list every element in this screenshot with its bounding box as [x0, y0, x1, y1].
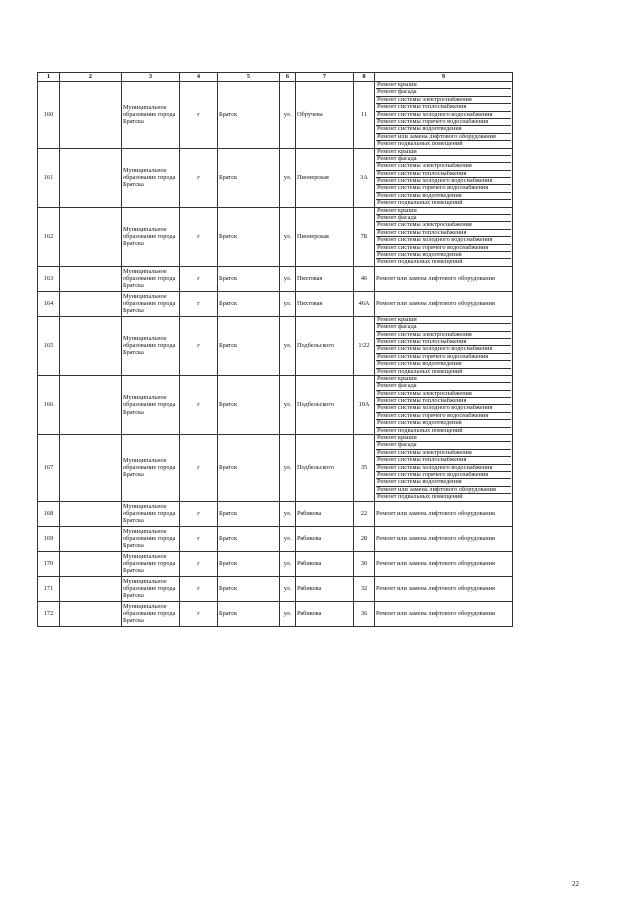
street-type-cell: ул.: [280, 291, 296, 316]
city-cell: Братск: [218, 291, 280, 316]
work-item: Ремонт или замена лифтового оборудования: [376, 134, 511, 141]
row-number: 161: [38, 148, 60, 207]
work-item: Ремонт системы холодного водоснабжения: [376, 112, 511, 119]
street-type-cell: ул.: [280, 375, 296, 434]
settlement-type-cell: г: [180, 316, 218, 375]
empty-cell: [60, 291, 122, 316]
settlement-type-cell: г: [180, 291, 218, 316]
work-item: Ремонт системы электроснабжения: [376, 391, 511, 398]
street-cell: Рябикова: [296, 551, 354, 576]
work-item: Ремонт системы теплоснабжения: [376, 339, 511, 346]
table-row: [38, 148, 513, 207]
work-item: Ремонт системы водоотведения: [376, 420, 511, 427]
row-number: 170: [38, 551, 60, 576]
work-item: Ремонт системы водоотведения: [376, 361, 511, 368]
row-number: 171: [38, 576, 60, 601]
row-number: 167: [38, 435, 60, 502]
settlement-type-cell: г: [180, 207, 218, 266]
row-number: 172: [38, 601, 60, 626]
street-type-cell: ул.: [280, 207, 296, 266]
house-number-cell: 28: [354, 526, 375, 551]
municipality-cell: Муниципальное образование города Братска: [122, 551, 180, 576]
empty-cell: [60, 435, 122, 502]
works-cell: Ремонт или замена лифтового оборудования: [375, 576, 513, 601]
work-item: Ремонт системы водоотведения: [376, 126, 511, 133]
work-item: Ремонт подвальных помещений: [377, 368, 463, 375]
settlement-type-cell: г: [180, 435, 218, 502]
works-cell: Ремонт или замена лифтового оборудования: [375, 526, 513, 551]
work-item: Ремонт крыши: [376, 149, 511, 156]
municipality-cell: Муниципальное образование города Братска: [122, 207, 180, 266]
city-cell: Братск: [218, 576, 280, 601]
row-number: 169: [38, 526, 60, 551]
header-cell-2: 2: [60, 73, 122, 82]
page-number: 22: [572, 880, 579, 888]
municipality-cell: Муниципальное образование города Братска: [122, 148, 180, 207]
municipality-cell: Муниципальное образование города Братска: [122, 526, 180, 551]
house-number-cell: 30: [354, 551, 375, 576]
work-item: Ремонт или замена лифтового оборудования: [376, 487, 511, 494]
city-cell: Братск: [218, 148, 280, 207]
header-cell-1: 1: [38, 73, 60, 82]
row-number: 163: [38, 266, 60, 291]
empty-cell: [60, 526, 122, 551]
header-row: [38, 73, 513, 82]
municipality-cell: Муниципальное образование города Братска: [122, 601, 180, 626]
work-item: Ремонт подвальных помещений: [377, 427, 463, 434]
empty-cell: [60, 551, 122, 576]
work-item: Ремонт системы электроснабжения: [376, 163, 511, 170]
municipality-cell: Муниципальное образование города Братска: [122, 435, 180, 502]
settlement-type-cell: г: [180, 266, 218, 291]
municipality-cell: Муниципальное образование города Братска: [122, 375, 180, 434]
city-cell: Братск: [218, 501, 280, 526]
street-type-cell: ул.: [280, 501, 296, 526]
empty-cell: [60, 82, 122, 149]
street-type-cell: ул.: [280, 435, 296, 502]
street-cell: Подбельского: [296, 316, 354, 375]
table-row: [38, 501, 513, 526]
empty-cell: [60, 375, 122, 434]
street-cell: Пионерская: [296, 207, 354, 266]
city-cell: Братск: [218, 316, 280, 375]
city-cell: Братск: [218, 601, 280, 626]
works-cell: [375, 435, 513, 502]
row-number: 165: [38, 316, 60, 375]
work-item: Ремонт системы горячего водоснабжения: [376, 185, 511, 192]
municipality-cell: Муниципальное образование города Братска: [122, 316, 180, 375]
house-number-cell: 22: [354, 501, 375, 526]
street-type-cell: ул.: [280, 316, 296, 375]
table-row: [38, 82, 513, 149]
row-number: 166: [38, 375, 60, 434]
empty-cell: [60, 601, 122, 626]
street-cell: Подбельского: [296, 435, 354, 502]
house-number-cell: 7Б: [354, 207, 375, 266]
street-cell: Рябикова: [296, 526, 354, 551]
street-cell: Пихтовая: [296, 291, 354, 316]
city-cell: Братск: [218, 551, 280, 576]
work-item: Ремонт системы электроснабжения: [376, 97, 511, 104]
municipality-cell: Муниципальное образование города Братска: [122, 291, 180, 316]
works-cell: [375, 148, 513, 207]
header-cell-4: 4: [180, 73, 218, 82]
work-item: Ремонт системы горячего водоснабжения: [376, 354, 511, 361]
header-cell-6: 6: [280, 73, 296, 82]
house-number-cell: 46: [354, 266, 375, 291]
header-cell-7: 7: [296, 73, 354, 82]
repair-program-table: [37, 72, 513, 627]
street-type-cell: ул.: [280, 551, 296, 576]
work-item: Ремонт подвальных помещений: [377, 141, 463, 148]
work-item: Ремонт фасада: [376, 383, 511, 390]
house-number-cell: 1/22: [354, 316, 375, 375]
work-item: Ремонт системы холодного водоснабжения: [376, 178, 511, 185]
street-type-cell: ул.: [280, 82, 296, 149]
work-item: Ремонт системы холодного водоснабжения: [376, 465, 511, 472]
works-cell: [375, 316, 513, 375]
work-item: Ремонт системы теплоснабжения: [376, 398, 511, 405]
header-cell-3: 3: [122, 73, 180, 82]
city-cell: Братск: [218, 526, 280, 551]
work-item: Ремонт системы теплоснабжения: [376, 104, 511, 111]
works-cell: Ремонт или замена лифтового оборудования: [375, 291, 513, 316]
work-item: Ремонт системы горячего водоснабжения: [376, 119, 511, 126]
work-item: Ремонт фасада: [376, 89, 511, 96]
work-item: Ремонт системы теплоснабжения: [376, 457, 511, 464]
table-row: [38, 316, 513, 375]
work-item: Ремонт системы холодного водоснабжения: [376, 405, 511, 412]
work-item: Ремонт крыши: [376, 208, 511, 215]
settlement-type-cell: г: [180, 526, 218, 551]
work-item: Ремонт крыши: [376, 435, 511, 442]
work-item: Ремонт системы холодного водоснабжения: [376, 237, 511, 244]
house-number-cell: 3А: [354, 148, 375, 207]
settlement-type-cell: г: [180, 82, 218, 149]
work-item: Ремонт системы водоотведения: [376, 252, 511, 259]
row-number: 164: [38, 291, 60, 316]
works-cell: Ремонт или замена лифтового оборудования: [375, 601, 513, 626]
works-cell: [375, 375, 513, 434]
row-number: 162: [38, 207, 60, 266]
work-item: Ремонт крыши: [376, 82, 511, 89]
work-item: Ремонт подвальных помещений: [377, 259, 463, 266]
empty-cell: [60, 501, 122, 526]
row-number: 168: [38, 501, 60, 526]
work-item: Ремонт системы горячего водоснабжения: [376, 413, 511, 420]
city-cell: Братск: [218, 435, 280, 502]
municipality-cell: Муниципальное образование города Братска: [122, 266, 180, 291]
work-item: Ремонт системы водоотведения: [376, 193, 511, 200]
street-cell: Рябикова: [296, 501, 354, 526]
settlement-type-cell: г: [180, 148, 218, 207]
works-cell: [375, 207, 513, 266]
street-type-cell: ул.: [280, 601, 296, 626]
work-item: Ремонт системы теплоснабжения: [376, 230, 511, 237]
house-number-cell: 11: [354, 82, 375, 149]
house-number-cell: 35: [354, 435, 375, 502]
empty-cell: [60, 576, 122, 601]
work-item: Ремонт системы холодного водоснабжения: [376, 346, 511, 353]
row-number: 160: [38, 82, 60, 149]
table-row: [38, 526, 513, 551]
city-cell: Братск: [218, 207, 280, 266]
work-item: Ремонт системы горячего водоснабжения: [376, 472, 511, 479]
table-row: [38, 601, 513, 626]
empty-cell: [60, 148, 122, 207]
empty-cell: [60, 207, 122, 266]
work-item: Ремонт подвальных помещений: [377, 200, 463, 207]
city-cell: Братск: [218, 82, 280, 149]
municipality-cell: Муниципальное образование города Братска: [122, 82, 180, 149]
work-item: Ремонт системы горячего водоснабжения: [376, 245, 511, 252]
house-number-cell: 36: [354, 601, 375, 626]
settlement-type-cell: г: [180, 551, 218, 576]
table-row: [38, 291, 513, 316]
work-item: Ремонт системы водоотведения: [376, 479, 511, 486]
settlement-type-cell: г: [180, 601, 218, 626]
works-cell: Ремонт или замена лифтового оборудования: [375, 501, 513, 526]
work-item: Ремонт системы электроснабжения: [376, 222, 511, 229]
work-item: Ремонт системы теплоснабжения: [376, 171, 511, 178]
street-cell: Пихтовая: [296, 266, 354, 291]
street-cell: Подбельского: [296, 375, 354, 434]
empty-cell: [60, 266, 122, 291]
works-cell: Ремонт или замена лифтового оборудования: [375, 551, 513, 576]
street-type-cell: ул.: [280, 266, 296, 291]
street-cell: Пионерская: [296, 148, 354, 207]
settlement-type-cell: г: [180, 576, 218, 601]
works-cell: [375, 82, 513, 149]
table-body: [38, 82, 513, 627]
city-cell: Братск: [218, 375, 280, 434]
municipality-cell: Муниципальное образование города Братска: [122, 501, 180, 526]
city-cell: Братск: [218, 266, 280, 291]
table-row: [38, 207, 513, 266]
table-row: [38, 551, 513, 576]
work-item: Ремонт фасада: [376, 442, 511, 449]
table-row: [38, 435, 513, 502]
settlement-type-cell: г: [180, 375, 218, 434]
municipality-cell: Муниципальное образование города Братска: [122, 576, 180, 601]
header-cell-5: 5: [218, 73, 280, 82]
work-item: Ремонт фасада: [376, 156, 511, 163]
work-item: Ремонт фасада: [376, 324, 511, 331]
works-cell: Ремонт или замена лифтового оборудования: [375, 266, 513, 291]
street-cell: Рябикова: [296, 601, 354, 626]
work-item: Ремонт подвальных помещений: [377, 494, 463, 501]
house-number-cell: 32: [354, 576, 375, 601]
settlement-type-cell: г: [180, 501, 218, 526]
header-cell-8: 8: [354, 73, 375, 82]
work-item: Ремонт фасада: [376, 215, 511, 222]
empty-cell: [60, 316, 122, 375]
house-number-cell: 10А: [354, 375, 375, 434]
header-cell-9: 9: [375, 73, 513, 82]
table-row: [38, 576, 513, 601]
street-type-cell: ул.: [280, 148, 296, 207]
table-row: [38, 375, 513, 434]
street-type-cell: ул.: [280, 526, 296, 551]
street-cell: Обручева: [296, 82, 354, 149]
work-item: Ремонт системы электроснабжения: [376, 450, 511, 457]
work-item: Ремонт крыши: [376, 376, 511, 383]
house-number-cell: 46А: [354, 291, 375, 316]
work-item: Ремонт крыши: [376, 317, 511, 324]
street-type-cell: ул.: [280, 576, 296, 601]
table-row: [38, 266, 513, 291]
work-item: Ремонт системы электроснабжения: [376, 332, 511, 339]
street-cell: Рябикова: [296, 576, 354, 601]
